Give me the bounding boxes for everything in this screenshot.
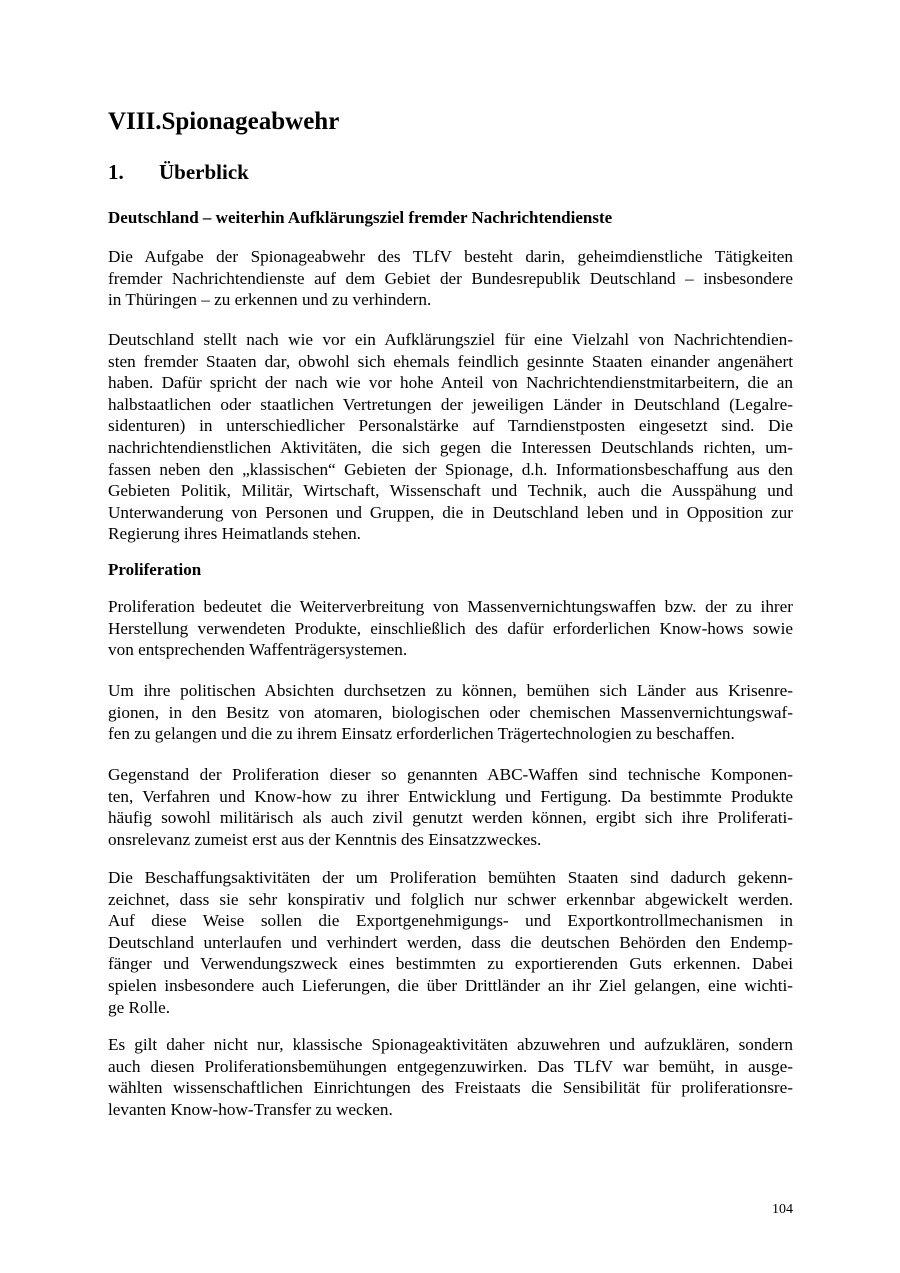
text-line: Gebieten Politik, Militär, Wirtschaft, Wissenschaft und Technik, auch die Ausspähung und — [108, 481, 793, 501]
paragraph — [108, 329, 793, 545]
text-line: Proliferation bedeutet die Weiterverbreitung von Massenvernichtungswaffen bzw. der zu ihrer — [108, 597, 793, 616]
text-line: Die Aufgabe der Spionageabwehr des TLfV besteht darin, geheimdienstliche Tätigkeiten — [108, 247, 793, 266]
paragraph — [108, 764, 793, 850]
text-line: Deutschland unterlaufen und verhindert werden, dass die deutschen Behörden den Endemp- — [108, 932, 793, 952]
text-line: fremder Nachrichtendienste auf dem Gebiet der Bundesrepublik Deutschland – insbesondere — [108, 268, 793, 288]
paragraph — [108, 1034, 793, 1120]
text-line: zeichnet, dass sie sehr konspirativ und folglich nur schwer erkennbar abgewickelt werden. — [108, 889, 793, 909]
text-line: ge Rolle. — [108, 997, 171, 1017]
text-line: levanten Know-how-Transfer zu wecken. — [108, 1099, 393, 1119]
text-line: Um ihre politischen Absichten durchsetzen zu können, bemühen sich Länder aus Krisenre- — [108, 681, 793, 700]
text-line: Die Beschaffungsaktivitäten der um Proliferation bemühten Staaten sind dadurch gekenn- — [108, 868, 793, 887]
text-line: Deutschland stellt nach wie vor ein Aufklärungsziel für eine Vielzahl von Nachrichtendien- — [108, 330, 793, 349]
text-line: spielen insbesondere auch Lieferungen, die über Drittländer an ihr Ziel gelangen, eine wichti- — [108, 975, 793, 995]
text-line: onsrelevanz zumeist erst aus der Kenntnis des Einsatzzweckes. — [108, 829, 542, 849]
text-line: Es gilt daher nicht nur, klassische Spionageaktivitäten abzuwehren und aufzuklären, sondern — [108, 1035, 793, 1054]
text-line: ten, Verfahren und Know-how zu ihrer Entwicklung und Fertigung. Da bestimmte Produkte — [108, 786, 793, 806]
page-number: 104 — [772, 1202, 793, 1217]
paragraph — [108, 246, 793, 311]
text-line: Regierung ihres Heimatlands stehen. — [108, 524, 361, 544]
paragraph — [108, 867, 793, 1018]
text-line: haben. Dafür spricht der nach wie vor hohe Anteil von Nachrichtendienstmitarbeitern, die an — [108, 373, 793, 393]
paragraph — [108, 596, 793, 661]
text-line: sten fremder Staaten dar, obwohl sich ehemals feindlich gesinnte Staaten einander angenähert — [108, 351, 793, 371]
chapter-heading — [108, 106, 339, 138]
text-line: von entsprechenden Waffenträgersystemen. — [108, 640, 408, 660]
section-heading — [108, 158, 249, 186]
text-line: fassen neben den „klassischen“ Gebieten der Spionage, d.h. Informationsbeschaffung aus den — [108, 459, 793, 479]
section-title: Überblick — [159, 160, 249, 184]
text-line: fänger und Verwendungszweck eines bestimmten zu exportierenden Guts erkennen. Dabei — [108, 954, 793, 974]
text-line: Auf diese Weise sollen die Exportgenehmigungs- und Exportkontrollmechanismen in — [108, 911, 793, 931]
text-line: wählten wissenschaftlichen Einrichtungen des Freistaats die Sensibilität für proliferationsre- — [108, 1078, 793, 1098]
text-line: nachrichtendienstlichen Aktivitäten, die sich gegen die Interessen Deutschlands richten, um- — [108, 437, 793, 457]
section-number: 1. — [108, 160, 124, 184]
subheading-proliferation: Proliferation — [108, 560, 202, 579]
chapter-title: Spionageabwehr — [161, 108, 340, 135]
text-line: Herstellung verwendeten Produkte, einschließlich des dafür erforderlichen Know-hows sowie — [108, 618, 793, 638]
chapter-number: VIII. — [108, 108, 162, 135]
text-line: halbstaatlichen oder staatlichen Vertretungen der jeweiligen Länder in Deutschland (Legalre- — [108, 394, 793, 414]
text-line: fen zu gelangen und die zu ihrem Einsatz erforderlichen Trägertechnologien zu beschaffen. — [108, 724, 735, 744]
text-line: in Thüringen – zu erkennen und zu verhindern. — [108, 290, 432, 310]
text-line: auch diesen Proliferationsbemühungen entgegenzuwirken. Das TLfV war bemüht, in ausge- — [108, 1056, 793, 1076]
text-line: sidenturen) in unterschiedlicher Personalstärke auf Tarndienstposten eingesetzt sind. Die — [108, 416, 793, 436]
text-line: Unterwanderung von Personen und Gruppen, die in Deutschland leben und in Opposition zur — [108, 502, 793, 522]
text-line: Gegenstand der Proliferation dieser so genannten ABC-Waffen sind technische Komponen- — [108, 765, 793, 784]
subheading-deutschland: Deutschland – weiterhin Aufklärungsziel fremder Nachrichtendienste — [108, 208, 613, 227]
text-line: häufig sowohl militärisch als auch zivil genutzt werden können, ergibt sich ihre Proliferati- — [108, 808, 793, 828]
text-line: gionen, in den Besitz von atomaren, biologischen oder chemischen Massenvernichtungswaf- — [108, 702, 793, 722]
paragraph — [108, 680, 793, 745]
